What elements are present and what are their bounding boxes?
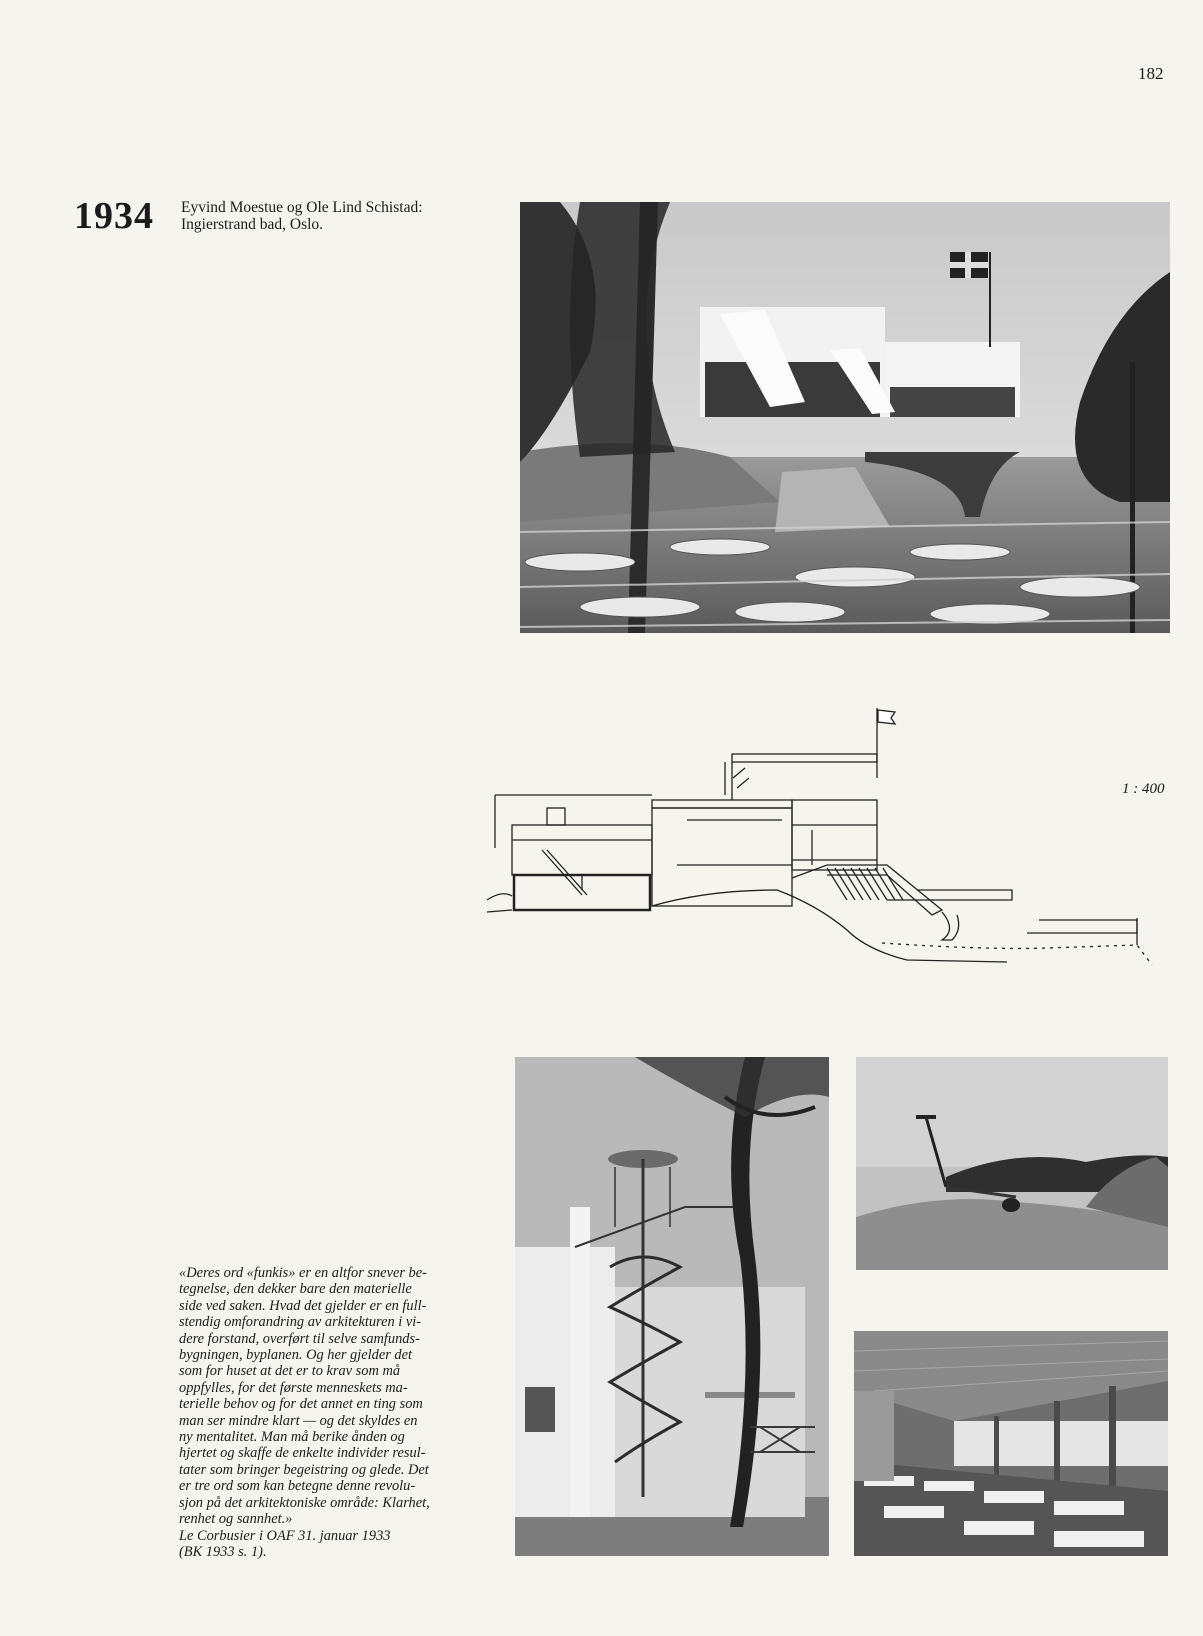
quote-line: dere forstand, overført til selve samfunds- [179,1330,420,1347]
drawing-scale: 1 : 400 [1122,781,1165,797]
diving-tower-photo [856,1057,1168,1270]
quote-line: side ved saken. Hvad det gjelder er en full- [179,1297,427,1314]
quote-line: «Deres ord «funkis» er en altfor snever be- [179,1265,427,1281]
quote-source: Le Corbusier i OAF 31. januar 1933 [179,1527,391,1544]
quote-block [179,1265,505,1560]
quote-line: renhet og sannhet.» [179,1511,293,1528]
quote-line: tegnelse, den dekker bare den materielle [179,1281,412,1298]
page-number: 182 [1138,64,1164,83]
entry-year: 1934 [74,195,154,237]
quote-line: bygningen, byplanen. Og her gjelder det [179,1347,412,1364]
quote-line: stendig omforandring av arkitekturen i vi- [179,1314,422,1331]
quote-line: man ser mindre klart — og det skyldes en [179,1412,418,1429]
quote-line: tater som bringer begeistring og glede. Det [179,1461,429,1478]
entry-credit [181,199,423,233]
quote-line: sjon på det arkitektoniske område: Klarhet, [179,1494,430,1511]
credit-building: Ingierstrand bad, Oslo. [181,216,324,233]
quote-line: hjertet og skaffe de enkelte individer resul- [179,1445,426,1462]
exterior-photo [520,202,1170,633]
interior-photo [854,1331,1168,1556]
quote-line: terielle behov og for det annet en ting som [179,1396,423,1413]
quote-line: er tre ord som kan betegne denne revolu- [179,1478,416,1495]
section-drawing [487,700,1195,970]
quote-line: oppfylles, for det første menneskets ma- [179,1379,408,1396]
quote-line: som for huset at det er to krav som må [179,1363,401,1380]
credit-architects: Eyvind Moestue og Ole Lind Schistad: [181,199,423,216]
tower-photo [515,1057,829,1556]
quote-line: ny mentalitet. Man må berike ånden og [179,1429,405,1446]
quote-reference: (BK 1933 s. 1). [179,1543,267,1560]
